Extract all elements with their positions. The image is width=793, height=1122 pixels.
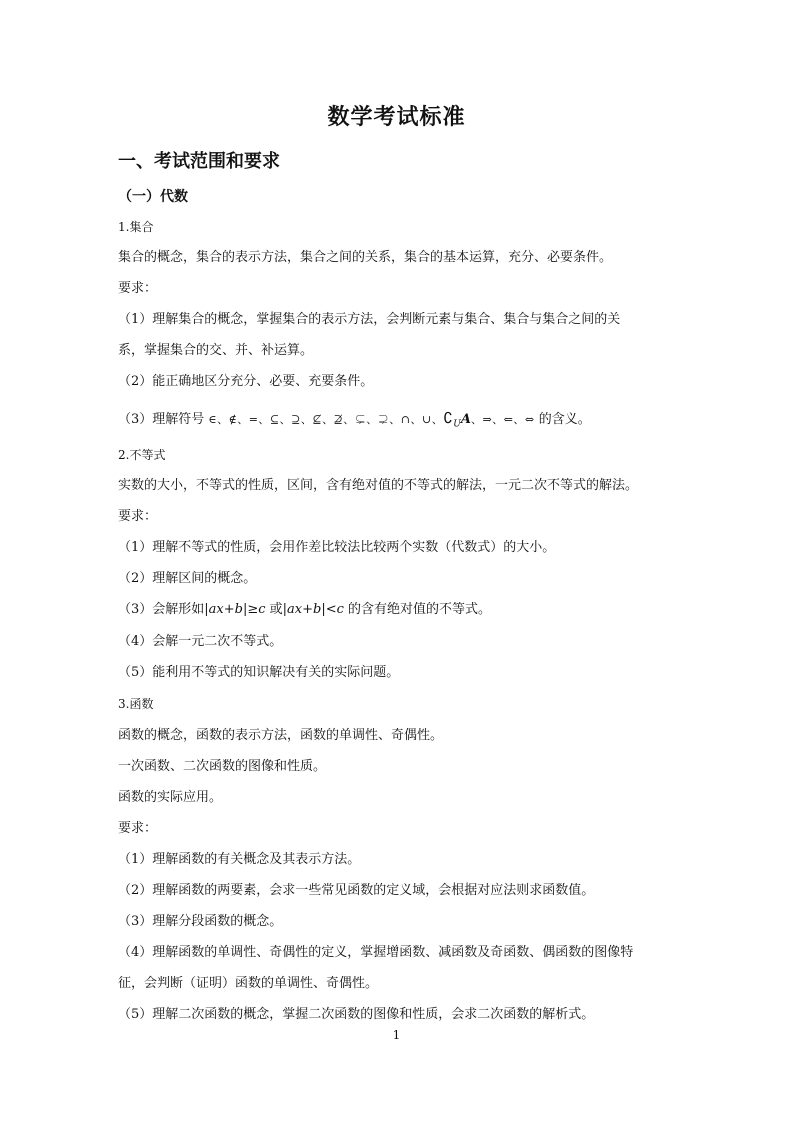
paragraph: （4）理解函数的单调性、奇偶性的定义，掌握增函数、减函数及奇函数、偶函数的图像特 xyxy=(118,945,634,960)
set-symbols: ∈、∉、=、⊆、⊇、⊈、⊉、⊊、⊋、∩、∪、 xyxy=(208,413,444,426)
paragraph: 要求： xyxy=(118,821,158,836)
paragraph: （3）理解分段函数的概念。 xyxy=(118,914,283,929)
abs-inequality-line xyxy=(118,601,491,619)
abs-expression-2: |ax+b|<c xyxy=(282,602,344,617)
item-heading-functions: 3.函数 xyxy=(118,697,154,711)
paragraph: （5）能利用不等式的知识解决有关的实际问题。 xyxy=(118,665,400,680)
paragraph: 集合的概念，集合的表示方法，集合之间的关系，集合的基本运算，充分、必要条件。 xyxy=(118,250,613,265)
item-heading-inequalities: 2.不等式 xyxy=(118,448,166,462)
abs-middle: 或 xyxy=(269,602,283,617)
paragraph: 要求： xyxy=(118,509,158,524)
paragraph: 要求： xyxy=(118,281,158,296)
item-heading-sets: 1.集合 xyxy=(118,220,154,234)
section-heading: 一、考试范围和要求 xyxy=(118,151,280,172)
paragraph: 实数的大小，不等式的性质，区间，含有绝对值的不等式的解法，一元二次不等式的解法。 xyxy=(118,478,639,493)
paragraph: （2）理解函数的两要素，会求一些常见函数的定义域，会根据对应法则求函数值。 xyxy=(118,883,595,898)
complement-variable: A xyxy=(460,412,471,427)
page-title: 数学考试标准 xyxy=(327,105,466,130)
symbols-suffix: 的含义。 xyxy=(538,412,591,427)
paragraph: （1）理解不等式的性质，会用作差比较法比较两个实数（代数式）的大小。 xyxy=(118,540,556,555)
complement-subscript: U xyxy=(453,419,461,430)
paragraph: （5）理解二次函数的概念，掌握二次函数的图像和性质，会求二次函数的解析式。 xyxy=(118,1007,595,1022)
page-number: 1 xyxy=(392,1028,401,1042)
abs-suffix: 的含有绝对值的不等式。 xyxy=(348,602,492,617)
paragraph: 一次函数、二次函数的图像和性质。 xyxy=(118,759,327,774)
paragraph: （2）能正确地区分充分、必要、充要条件。 xyxy=(118,374,374,389)
arrow-symbols: 、⇒、⇐、⇔ xyxy=(470,413,535,426)
paragraph: （1）理解集合的概念，掌握集合的表示方法，会判断元素与集合、集合与集合之间的关 xyxy=(118,312,621,327)
paragraph: 系，掌握集合的交、并、补运算。 xyxy=(118,343,314,358)
symbols-line xyxy=(118,409,591,434)
paragraph: （4）会解一元二次不等式。 xyxy=(118,634,283,649)
paragraph: 函数的实际应用。 xyxy=(118,790,223,805)
abs-expression-1: |ax+b|≥c xyxy=(204,602,266,617)
complement-symbol: ∁ xyxy=(443,409,454,427)
paragraph: （1）理解函数的有关概念及其表示方法。 xyxy=(118,852,361,867)
symbols-prefix: （3）理解符号 xyxy=(118,412,205,427)
abs-prefix: （3）会解形如 xyxy=(118,602,205,617)
paragraph: 函数的概念，函数的表示方法，函数的单调性、奇偶性。 xyxy=(118,728,444,743)
paragraph: 征，会判断（证明）函数的单调性、奇偶性。 xyxy=(118,976,379,991)
paragraph: （2）理解区间的概念。 xyxy=(118,571,257,586)
subsection-heading: （一）代数 xyxy=(118,189,188,205)
